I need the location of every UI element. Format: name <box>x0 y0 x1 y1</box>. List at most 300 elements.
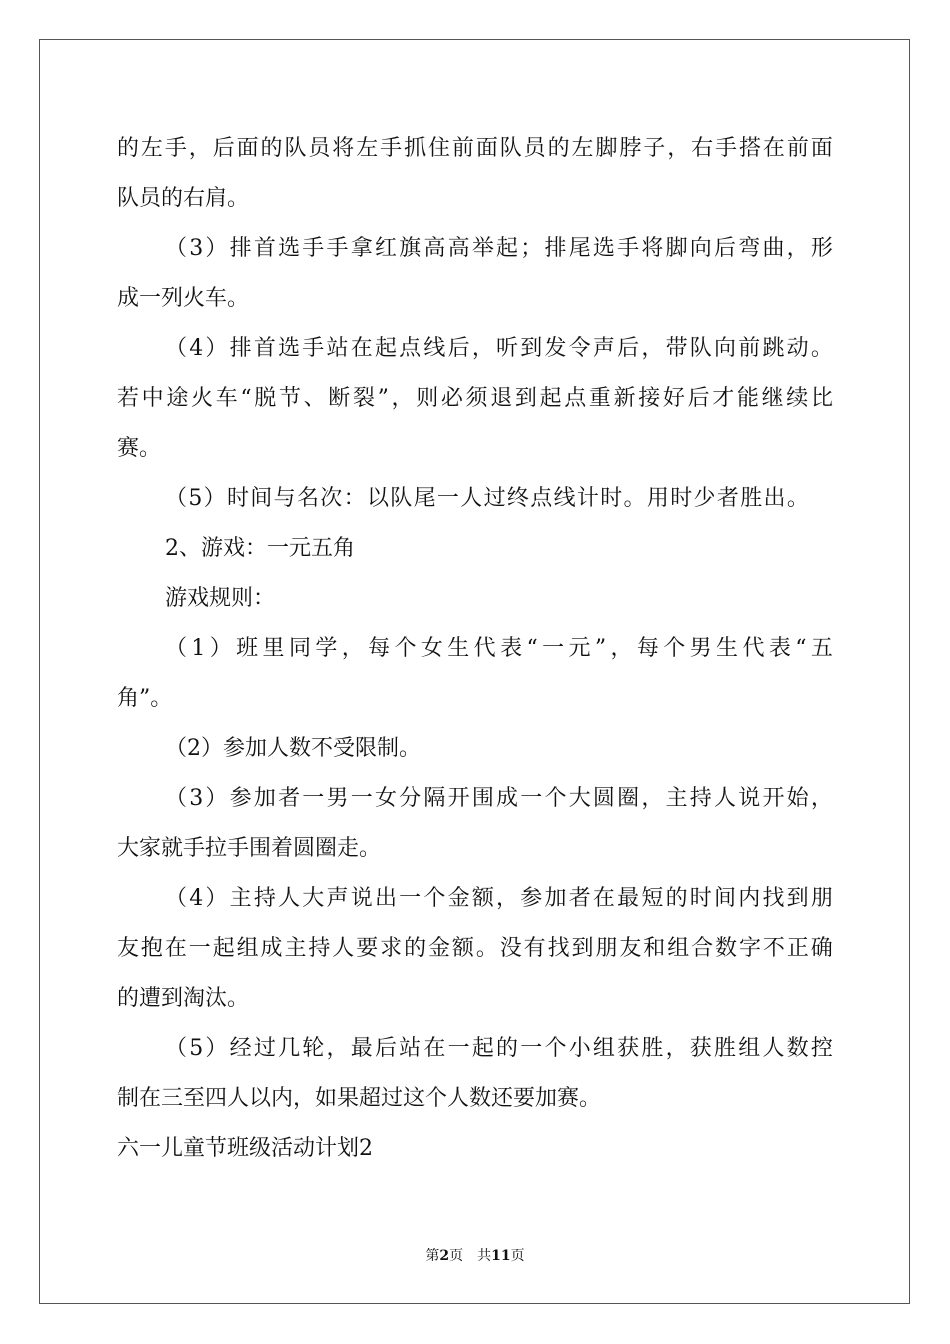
glyph: ， <box>610 636 633 661</box>
glyph: 一 <box>520 786 543 811</box>
glyph: 不 <box>762 936 785 961</box>
glyph: （ <box>165 336 188 361</box>
glyph: 面 <box>475 136 498 161</box>
glyph: 说 <box>738 786 761 811</box>
glyph: 选 <box>278 236 301 261</box>
glyph: 左 <box>356 136 379 161</box>
glyph: 的 <box>117 136 140 161</box>
glyph: 金 <box>427 936 450 961</box>
glyph: ） <box>205 1036 228 1061</box>
glyph: 才 <box>712 386 735 411</box>
glyph: 找 <box>762 886 785 911</box>
glyph: 持 <box>689 786 712 811</box>
glyph: 起 <box>539 386 562 411</box>
paragraph-line: 的遭到淘汰。 <box>117 986 250 1011</box>
glyph: 4 <box>189 886 204 911</box>
glyph: 的 <box>547 136 570 161</box>
glyph: 时 <box>670 486 693 511</box>
glyph: 1 <box>191 636 206 661</box>
glyph: 到 <box>520 336 543 361</box>
glyph: 元 <box>568 636 591 661</box>
glyph: 要 <box>356 936 379 961</box>
glyph: 者 <box>716 486 739 511</box>
glyph: 分 <box>399 786 422 811</box>
glyph: 线 <box>423 336 446 361</box>
glyph: 举 <box>471 236 494 261</box>
glyph: 个 <box>544 1036 567 1061</box>
glyph: ， <box>810 786 833 811</box>
glyph: 时 <box>689 886 712 911</box>
glyph: ， <box>471 336 494 361</box>
glyph: ” <box>594 636 607 661</box>
glyph: 参 <box>229 786 252 811</box>
glyph: ） <box>203 486 226 511</box>
glyph: 最 <box>617 886 640 911</box>
glyph: 和 <box>643 936 666 961</box>
glyph: 好 <box>662 386 685 411</box>
glyph: （ <box>165 1036 188 1061</box>
glyph: 的 <box>404 936 427 961</box>
glyph: 学 <box>315 636 338 661</box>
glyph: 说 <box>350 886 373 911</box>
glyph: 加 <box>544 886 567 911</box>
glyph: 员 <box>523 136 546 161</box>
glyph: 队 <box>284 136 307 161</box>
glyph: 形 <box>810 236 833 261</box>
glyph: 同 <box>288 636 311 661</box>
glyph: 出 <box>763 486 786 511</box>
glyph: 隔 <box>423 786 446 811</box>
footer-page-total: 11 <box>491 1248 511 1264</box>
glyph: 首 <box>253 236 276 261</box>
glyph: 。 <box>810 336 833 361</box>
glyph: ） <box>205 786 228 811</box>
glyph: 新 <box>613 386 636 411</box>
glyph: “ <box>240 386 252 411</box>
glyph: 起 <box>496 236 519 261</box>
glyph: 一 <box>520 1036 543 1061</box>
paragraph-line <box>117 484 809 514</box>
glyph: 令 <box>568 336 591 361</box>
glyph: 五 <box>810 636 833 661</box>
glyph: 手 <box>164 136 187 161</box>
glyph: 线 <box>553 486 576 511</box>
glyph: 队 <box>390 486 413 511</box>
glyph: 须 <box>465 386 488 411</box>
glyph: 代 <box>742 636 765 661</box>
glyph: 轮 <box>302 1036 325 1061</box>
glyph: 获 <box>689 1036 712 1061</box>
glyph: 续 <box>786 386 809 411</box>
glyph: 在 <box>164 936 187 961</box>
glyph: 后 <box>374 1036 397 1061</box>
glyph: 组 <box>592 1036 615 1061</box>
glyph: 数 <box>786 1036 809 1061</box>
glyph: 时 <box>600 486 623 511</box>
glyph: 左 <box>571 136 594 161</box>
glyph: “ <box>795 636 807 661</box>
glyph: 正 <box>786 936 809 961</box>
glyph: 表 <box>500 636 523 661</box>
glyph: 起 <box>374 336 397 361</box>
glyph: 手 <box>715 136 738 161</box>
glyph: 到 <box>571 936 594 961</box>
glyph: 若 <box>117 386 140 411</box>
glyph: 求 <box>380 936 403 961</box>
glyph: 面 <box>236 136 259 161</box>
glyph: 带 <box>665 336 688 361</box>
glyph: ， <box>667 136 690 161</box>
glyph: 后 <box>617 336 640 361</box>
glyph: ； <box>520 236 543 261</box>
glyph: 动 <box>786 336 809 361</box>
glyph: 组 <box>236 936 259 961</box>
glyph: 班 <box>236 636 259 661</box>
glyph: 点 <box>530 486 553 511</box>
glyph: 一 <box>542 636 565 661</box>
glyph: 到 <box>786 886 809 911</box>
glyph: 确 <box>810 936 833 961</box>
glyph: 人 <box>714 786 737 811</box>
paragraph-line <box>117 134 833 164</box>
glyph: 4 <box>189 336 204 361</box>
glyph: 首 <box>253 336 276 361</box>
glyph: 女 <box>420 636 443 661</box>
glyph: 始 <box>786 786 809 811</box>
paragraph-line: 成一列火车。 <box>117 286 250 311</box>
glyph: 3 <box>189 236 204 261</box>
glyph: 退 <box>490 386 513 411</box>
glyph: 没 <box>499 936 522 961</box>
glyph: 5 <box>188 486 203 511</box>
glyph: 有 <box>523 936 546 961</box>
glyph: 男 <box>326 786 349 811</box>
glyph: 一 <box>188 936 211 961</box>
glyph: 后 <box>447 336 470 361</box>
glyph: 旗 <box>399 236 422 261</box>
glyph: ， <box>641 786 664 811</box>
glyph: 则 <box>416 386 439 411</box>
glyph: 成 <box>260 936 283 961</box>
glyph: 朋 <box>595 936 618 961</box>
glyph: （ <box>165 886 188 911</box>
glyph: 少 <box>693 486 716 511</box>
glyph: 里 <box>262 636 285 661</box>
glyph: 出 <box>374 886 397 911</box>
glyph: 抓 <box>404 136 427 161</box>
glyph: 加 <box>253 786 276 811</box>
glyph: 胜 <box>714 1036 737 1061</box>
paragraph-line: 游戏规则： <box>165 586 276 611</box>
glyph: 获 <box>617 1036 640 1061</box>
section-title: 六一儿童节班级活动计划2 <box>117 1136 373 1161</box>
glyph: 与 <box>273 486 296 511</box>
glyph: 组 <box>667 936 690 961</box>
glyph: 。 <box>623 486 646 511</box>
paragraph-line <box>117 384 833 414</box>
page-footer <box>0 1246 950 1266</box>
glyph: 一 <box>350 786 373 811</box>
glyph: 员 <box>308 136 331 161</box>
glyph: 前 <box>786 136 809 161</box>
glyph: 经 <box>229 1036 252 1061</box>
glyph: 最 <box>350 1036 373 1061</box>
glyph: 红 <box>374 236 397 261</box>
glyph: 脚 <box>665 236 688 261</box>
glyph: 圈 <box>617 786 640 811</box>
glyph: 中 <box>141 386 164 411</box>
glyph: 排 <box>229 236 252 261</box>
glyph: ） <box>209 636 232 661</box>
paragraph-line <box>117 334 833 364</box>
glyph: 主 <box>284 936 307 961</box>
glyph: 接 <box>638 386 661 411</box>
glyph: 主 <box>229 886 252 911</box>
glyph: 男 <box>689 636 712 661</box>
glyph: 重 <box>588 386 611 411</box>
glyph: 比 <box>810 386 833 411</box>
glyph: 者 <box>278 786 301 811</box>
glyph: 持 <box>308 936 331 961</box>
glyph: 个 <box>394 636 417 661</box>
glyph: ， <box>326 1036 349 1061</box>
footer-suffix: 页 <box>510 1248 525 1264</box>
glyph: 主 <box>665 786 688 811</box>
glyph: 发 <box>544 336 567 361</box>
glyph: 每 <box>368 636 391 661</box>
glyph: 短 <box>641 886 664 911</box>
glyph: 高 <box>423 236 446 261</box>
glyph: 3 <box>189 786 204 811</box>
glyph: 拿 <box>350 236 373 261</box>
glyph: ） <box>205 336 228 361</box>
glyph: 手 <box>380 136 403 161</box>
glyph: 胜 <box>641 1036 664 1061</box>
footer-mid: 页 共 <box>449 1248 492 1264</box>
glyph: 一 <box>447 1036 470 1061</box>
paragraph-line: 队员的右肩。 <box>117 186 250 211</box>
glyph: 将 <box>332 136 355 161</box>
glyph: 生 <box>716 636 739 661</box>
glyph: 点 <box>564 386 587 411</box>
glyph: 开 <box>447 786 470 811</box>
glyph: （ <box>165 236 188 261</box>
glyph: “ <box>526 636 538 661</box>
glyph: 前 <box>738 336 761 361</box>
glyph: 生 <box>447 636 470 661</box>
glyph: ， <box>665 1036 688 1061</box>
glyph: 跳 <box>762 336 785 361</box>
glyph: 曲 <box>762 236 785 261</box>
glyph: 开 <box>762 786 785 811</box>
glyph: 前 <box>451 136 474 161</box>
glyph: 队 <box>499 136 522 161</box>
glyph: 站 <box>399 1036 422 1061</box>
glyph: 数 <box>715 936 738 961</box>
glyph: 的 <box>665 886 688 911</box>
glyph: 后 <box>714 236 737 261</box>
footer-prefix: 第 <box>425 1248 440 1264</box>
glyph: 在 <box>762 136 785 161</box>
glyph: 子 <box>643 136 666 161</box>
paragraph-line <box>117 234 833 264</box>
glyph: 的 <box>496 1036 519 1061</box>
glyph: 控 <box>810 1036 833 1061</box>
glyph: 用 <box>646 486 669 511</box>
paragraph-line: （2）参加人数不受限制。 <box>165 736 421 761</box>
glyph: 必 <box>440 386 463 411</box>
glyph: 尾 <box>568 236 591 261</box>
glyph: ， <box>391 386 414 411</box>
glyph: 起 <box>471 1036 494 1061</box>
glyph: 人 <box>762 1036 785 1061</box>
glyph: ， <box>188 136 211 161</box>
glyph: ） <box>205 236 228 261</box>
glyph: 以 <box>366 486 389 511</box>
glyph: 搭 <box>738 136 761 161</box>
glyph: 节 <box>278 386 301 411</box>
glyph: 终 <box>506 486 529 511</box>
glyph: 额 <box>471 886 494 911</box>
glyph: 住 <box>427 136 450 161</box>
glyph: 持 <box>253 886 276 911</box>
glyph: 后 <box>212 136 235 161</box>
glyph: 火 <box>191 386 214 411</box>
paragraph-line <box>117 1034 833 1064</box>
glyph: 个 <box>663 636 686 661</box>
glyph: 队 <box>689 336 712 361</box>
glyph: ” <box>377 386 389 411</box>
glyph: 声 <box>592 336 615 361</box>
glyph: 在 <box>350 336 373 361</box>
glyph: （ <box>165 636 188 661</box>
glyph: 、 <box>303 386 326 411</box>
glyph: 者 <box>568 886 591 911</box>
glyph: 将 <box>641 236 664 261</box>
glyph: 友 <box>619 936 642 961</box>
glyph: 继 <box>761 386 784 411</box>
glyph: 手 <box>326 236 349 261</box>
glyph: 在 <box>423 1036 446 1061</box>
page-border <box>39 39 910 1304</box>
glyph: 每 <box>636 636 659 661</box>
glyph: 人 <box>332 936 355 961</box>
glyph: 听 <box>496 336 519 361</box>
glyph: 声 <box>326 886 349 911</box>
paragraph-line: 赛。 <box>117 436 162 461</box>
glyph: 手 <box>617 236 640 261</box>
glyph: 间 <box>714 886 737 911</box>
glyph: 过 <box>483 486 506 511</box>
glyph: 到 <box>514 386 537 411</box>
glyph: 字 <box>738 936 761 961</box>
glyph: 在 <box>592 886 615 911</box>
glyph: 组 <box>738 1036 761 1061</box>
glyph: 人 <box>460 486 483 511</box>
glyph: 几 <box>278 1036 301 1061</box>
glyph: 车 <box>215 386 238 411</box>
glyph: （ <box>165 786 188 811</box>
glyph: 胜 <box>740 486 763 511</box>
glyph: 表 <box>768 636 791 661</box>
glyph: ， <box>786 236 809 261</box>
paragraph-line: 角”。 <box>117 686 173 711</box>
glyph: 朋 <box>810 886 833 911</box>
glyph: 手 <box>302 236 325 261</box>
glyph: 内 <box>738 886 761 911</box>
glyph: 女 <box>374 786 397 811</box>
paragraph-line <box>117 784 833 814</box>
glyph: 小 <box>568 1036 591 1061</box>
glyph: ， <box>341 636 364 661</box>
glyph: 选 <box>592 236 615 261</box>
paragraph-line: 大家就手拉手围着圆圈走。 <box>117 836 382 861</box>
glyph: ） <box>205 886 228 911</box>
glyph: 一 <box>302 786 325 811</box>
glyph: 成 <box>496 786 519 811</box>
glyph: 围 <box>471 786 494 811</box>
glyph: 的 <box>260 136 283 161</box>
glyph: 次 <box>320 486 343 511</box>
glyph: 向 <box>714 336 737 361</box>
glyph: 排 <box>544 236 567 261</box>
glyph: （ <box>165 486 188 511</box>
glyph: 抱 <box>140 936 163 961</box>
glyph: 计 <box>576 486 599 511</box>
glyph: 代 <box>473 636 496 661</box>
glyph: 过 <box>253 1036 276 1061</box>
glyph: 间 <box>250 486 273 511</box>
glyph: 。 <box>786 486 809 511</box>
glyph: ， <box>496 886 519 911</box>
glyph: 名 <box>296 486 319 511</box>
glyph: 手 <box>302 336 325 361</box>
glyph: 脖 <box>619 136 642 161</box>
glyph: 合 <box>691 936 714 961</box>
glyph: ， <box>641 336 664 361</box>
glyph: 站 <box>326 336 349 361</box>
footer-page-current: 2 <box>439 1248 450 1264</box>
glyph: 。 <box>475 936 498 961</box>
glyph: 高 <box>447 236 470 261</box>
glyph: ： <box>343 486 366 511</box>
glyph: 裂 <box>352 386 375 411</box>
glyph: 脱 <box>254 386 277 411</box>
glyph: 面 <box>810 136 833 161</box>
paragraph-line <box>117 884 833 914</box>
glyph: 点 <box>399 336 422 361</box>
glyph: 找 <box>547 936 570 961</box>
glyph: 右 <box>691 136 714 161</box>
glyph: 能 <box>736 386 759 411</box>
glyph: 弯 <box>738 236 761 261</box>
glyph: 时 <box>226 486 249 511</box>
glyph: 参 <box>520 886 543 911</box>
glyph: 一 <box>399 886 422 911</box>
glyph: 友 <box>117 936 140 961</box>
glyph: 金 <box>447 886 470 911</box>
glyph: 起 <box>212 936 235 961</box>
paragraph-line <box>117 634 833 664</box>
glyph: 脚 <box>595 136 618 161</box>
paragraph-line <box>117 934 833 964</box>
glyph: 人 <box>278 886 301 911</box>
glyph: 断 <box>328 386 351 411</box>
glyph: 后 <box>687 386 710 411</box>
glyph: 额 <box>451 936 474 961</box>
glyph: 圆 <box>592 786 615 811</box>
glyph: 排 <box>229 336 252 361</box>
